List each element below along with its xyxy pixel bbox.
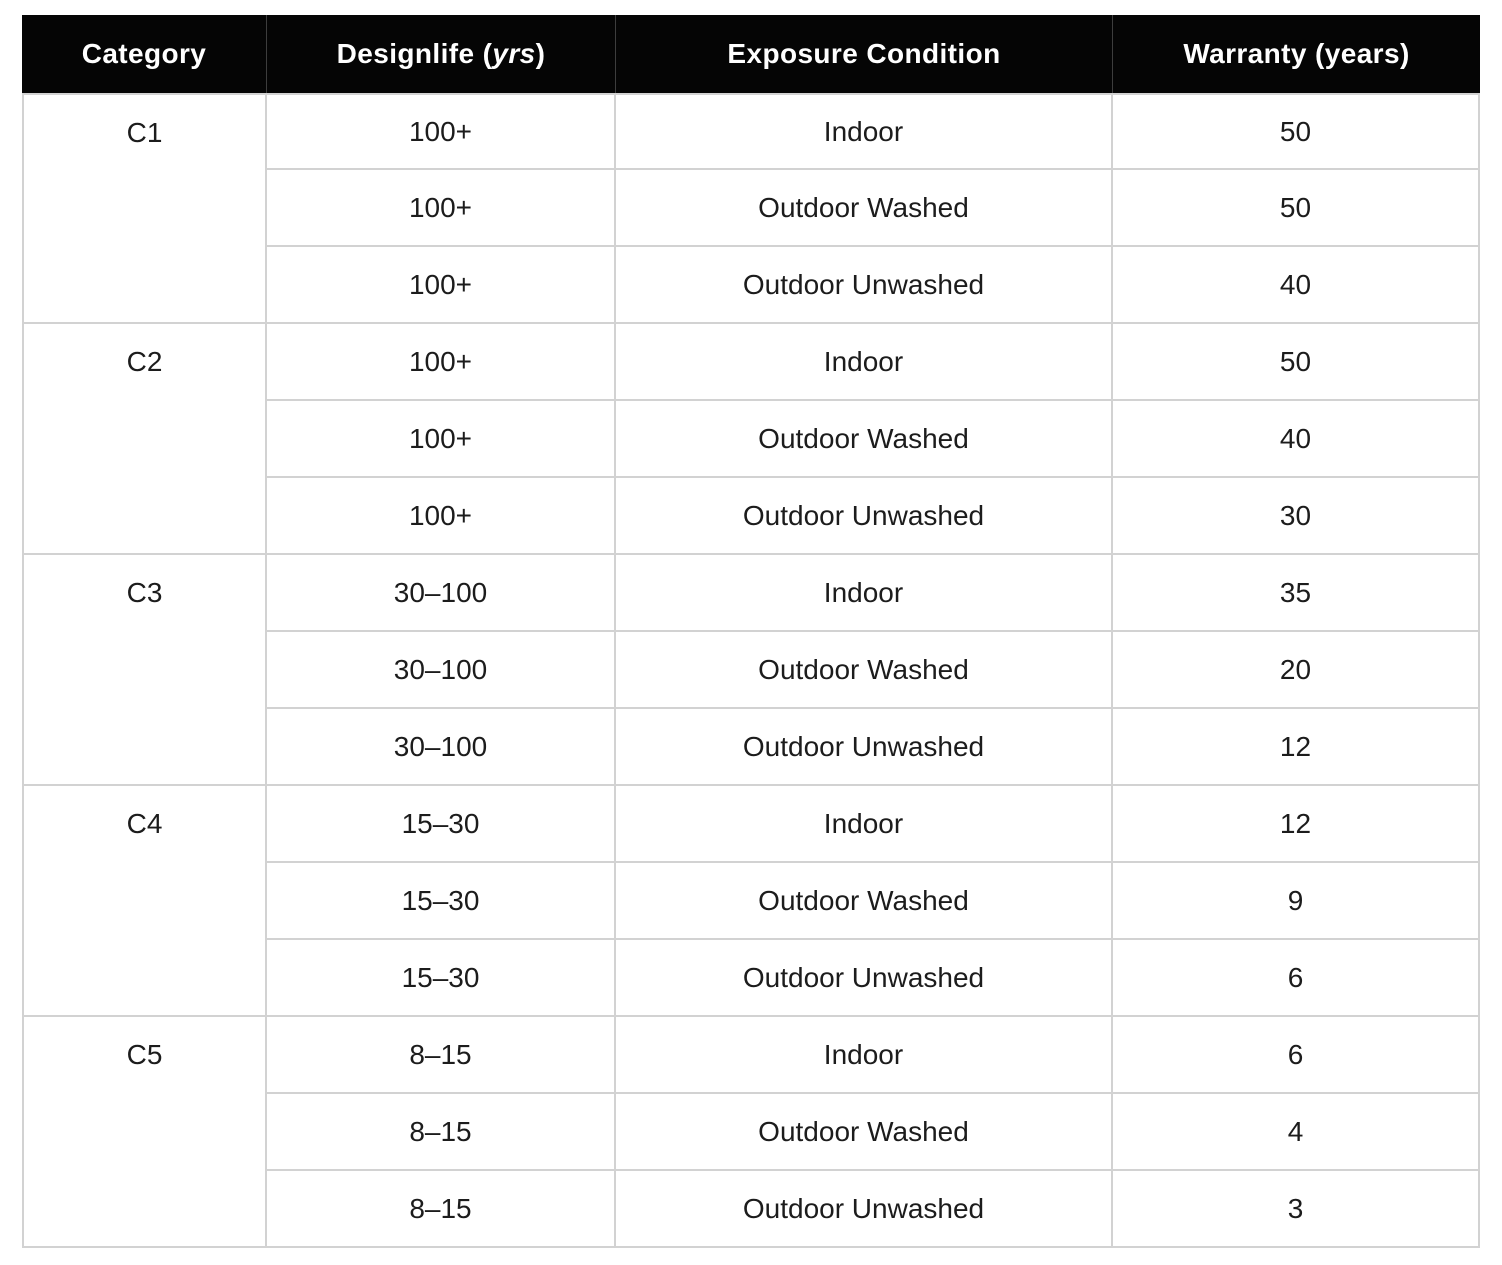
table-row bbox=[22, 324, 1480, 401]
exposure-cell: Outdoor Unwashed bbox=[616, 247, 1113, 324]
designlife-cell: 100+ bbox=[267, 247, 616, 324]
warranty-cell: 20 bbox=[1113, 632, 1480, 709]
category-label: C1 bbox=[126, 116, 163, 148]
designlife-cell: 30–100 bbox=[267, 709, 616, 786]
designlife-cell: 30–100 bbox=[267, 632, 616, 709]
warranty-cell: 35 bbox=[1113, 555, 1480, 632]
table-body bbox=[22, 93, 1480, 1248]
category-label: C5 bbox=[126, 1038, 163, 1070]
table-row bbox=[22, 93, 1480, 170]
exposure-cell: Indoor bbox=[616, 555, 1113, 632]
warranty-cell: 50 bbox=[1113, 170, 1480, 247]
designlife-cell: 100+ bbox=[267, 324, 616, 401]
designlife-cell: 8–15 bbox=[267, 1094, 616, 1171]
header-category: Category bbox=[22, 15, 267, 93]
warranty-cell: 12 bbox=[1113, 709, 1480, 786]
category-label: C3 bbox=[126, 576, 163, 608]
warranty-cell: 4 bbox=[1113, 1094, 1480, 1171]
exposure-cell: Outdoor Washed bbox=[616, 1094, 1113, 1171]
table-header bbox=[22, 15, 1480, 93]
designlife-cell: 100+ bbox=[267, 170, 616, 247]
exposure-cell: Indoor bbox=[616, 786, 1113, 863]
warranty-cell: 50 bbox=[1113, 93, 1480, 170]
exposure-cell: Indoor bbox=[616, 1017, 1113, 1094]
warranty-cell: 6 bbox=[1113, 1017, 1480, 1094]
header-designlife bbox=[267, 15, 616, 93]
warranty-cell: 50 bbox=[1113, 324, 1480, 401]
category-cell bbox=[22, 324, 267, 555]
exposure-cell: Indoor bbox=[616, 93, 1113, 170]
category-cell bbox=[22, 93, 267, 324]
exposure-cell: Outdoor Washed bbox=[616, 632, 1113, 709]
exposure-cell: Outdoor Washed bbox=[616, 401, 1113, 478]
header-designlife-prefix: Designlife ( bbox=[336, 38, 493, 69]
warranty-cell: 9 bbox=[1113, 863, 1480, 940]
designlife-cell: 15–30 bbox=[267, 786, 616, 863]
header-exposure: Exposure Condition bbox=[616, 15, 1113, 93]
warranty-cell: 40 bbox=[1113, 401, 1480, 478]
exposure-cell: Indoor bbox=[616, 324, 1113, 401]
designlife-cell: 100+ bbox=[267, 401, 616, 478]
warranty-cell: 40 bbox=[1113, 247, 1480, 324]
category-cell bbox=[22, 786, 267, 1017]
designlife-cell: 30–100 bbox=[267, 555, 616, 632]
exposure-cell: Outdoor Unwashed bbox=[616, 940, 1113, 1017]
category-label: C2 bbox=[126, 345, 163, 377]
exposure-cell: Outdoor Unwashed bbox=[616, 709, 1113, 786]
header-row bbox=[22, 15, 1480, 93]
exposure-cell: Outdoor Unwashed bbox=[616, 478, 1113, 555]
exposure-cell: Outdoor Washed bbox=[616, 170, 1113, 247]
warranty-cell: 6 bbox=[1113, 940, 1480, 1017]
warranty-cell: 12 bbox=[1113, 786, 1480, 863]
designlife-cell: 8–15 bbox=[267, 1171, 616, 1248]
header-designlife-suffix: ) bbox=[535, 38, 546, 69]
designlife-cell: 8–15 bbox=[267, 1017, 616, 1094]
table-row bbox=[22, 1017, 1480, 1094]
exposure-cell: Outdoor Unwashed bbox=[616, 1171, 1113, 1248]
table-row bbox=[22, 786, 1480, 863]
table-row bbox=[22, 555, 1480, 632]
warranty-cell: 3 bbox=[1113, 1171, 1480, 1248]
designlife-cell: 15–30 bbox=[267, 863, 616, 940]
designlife-cell: 15–30 bbox=[267, 940, 616, 1017]
exposure-cell: Outdoor Washed bbox=[616, 863, 1113, 940]
category-label: C4 bbox=[126, 807, 163, 839]
warranty-cell: 30 bbox=[1113, 478, 1480, 555]
category-cell bbox=[22, 555, 267, 786]
category-cell bbox=[22, 1017, 267, 1248]
header-warranty: Warranty (years) bbox=[1113, 15, 1480, 93]
designlife-cell: 100+ bbox=[267, 478, 616, 555]
header-designlife-unit: yrs bbox=[492, 38, 536, 69]
warranty-table bbox=[22, 15, 1480, 1248]
designlife-cell: 100+ bbox=[267, 93, 616, 170]
